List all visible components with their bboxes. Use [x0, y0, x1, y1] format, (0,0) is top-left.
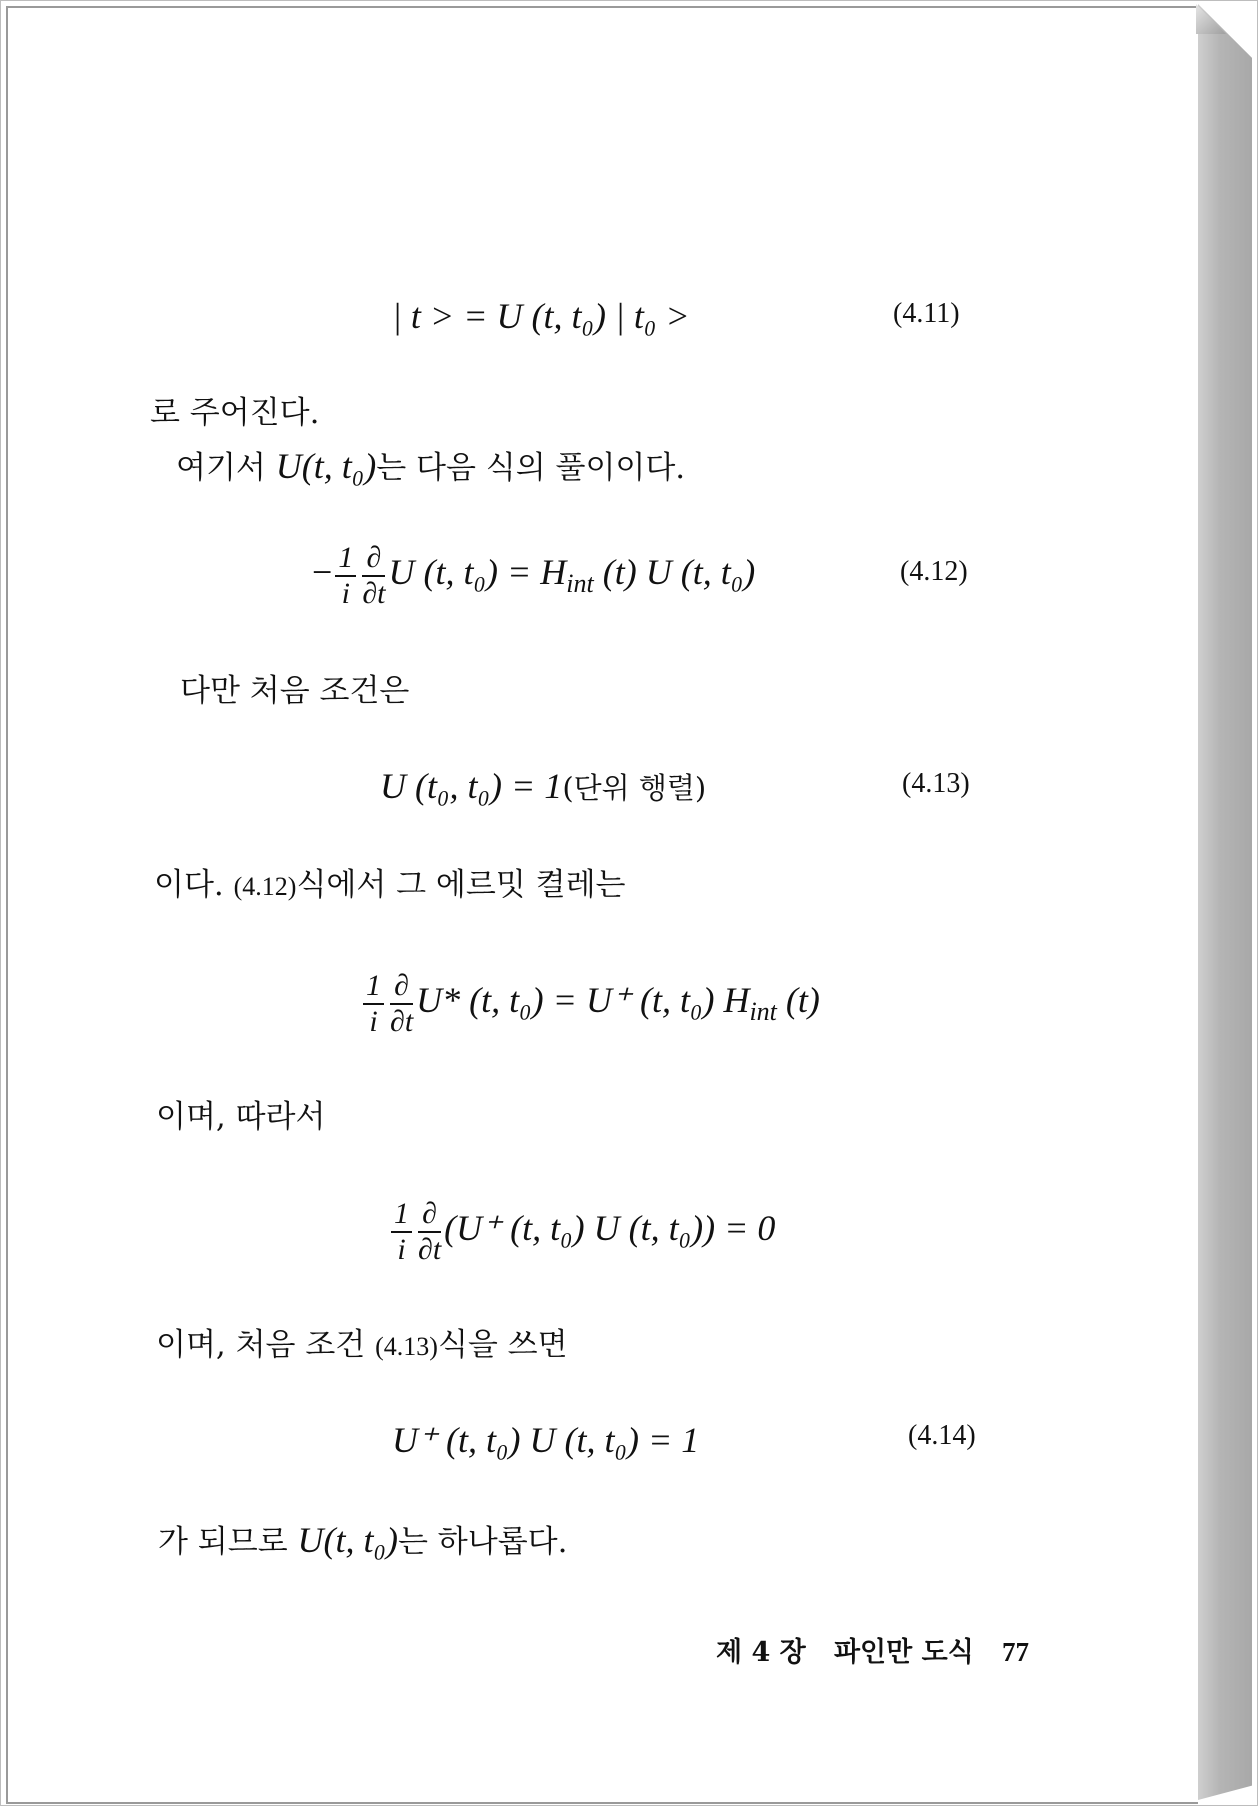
text-line-7-prefix: 가 되므로	[158, 1524, 288, 1560]
text-line-4-suffix: 식에서 그 에르밋 켤레는	[296, 867, 626, 903]
text-line-2	[176, 448, 685, 484]
equation-hermitian-frac-1: $\frac{1}{i}$	[363, 970, 384, 1037]
text-line-2-math: U(t, t₀)	[275, 446, 377, 486]
text-line-6-prefix: 이며, 처음 조건	[156, 1327, 366, 1363]
equation-4-12-frac-1: $\frac{1}{i}$	[335, 542, 356, 609]
equation-4-14-expr: U⁺ (t, t₀) U (t, t₀) = 1	[392, 1420, 700, 1460]
footer-chapter: 제 4 장	[716, 1637, 806, 1668]
equation-hermitian-rhs2: (t)	[776, 979, 820, 1020]
equation-4-12-frac-2: $\frac{\partial}{\partial t}$	[362, 541, 386, 610]
text-line-6-suffix: 식을 쓰면	[437, 1327, 568, 1363]
text-line-6-ref: (4.13)	[375, 1332, 438, 1361]
equation-4-13-note: (단위 행렬)	[562, 771, 707, 805]
text-line-4-prefix: 이다.	[154, 867, 224, 903]
text-line-5: 이며, 따라서	[156, 1099, 326, 1135]
text-line-1: 로 주어진다.	[150, 395, 320, 431]
equation-number-4-11: (4.11)	[893, 298, 960, 329]
equation-number-4-13: (4.13)	[902, 768, 970, 799]
equation-hermitian-rhs: U* (t, t₀) = U⁺ (t, t₀) H	[416, 979, 750, 1020]
footer-page-number: 77	[1001, 1637, 1029, 1667]
equation-4-12-sign: −	[312, 551, 333, 592]
equation-4-12-rhs2: (t) U (t, t₀)	[593, 551, 756, 592]
page-footer	[716, 1630, 1029, 1669]
equation-number-4-14: (4.14)	[908, 1420, 976, 1451]
page-thickness-edge	[1198, 4, 1252, 1800]
equation-hermitian-sub: int	[749, 996, 777, 1026]
equation-hermitian-frac-2: $\frac{\partial}{\partial t}$	[390, 969, 414, 1038]
equation-number-4-12: (4.12)	[900, 556, 968, 587]
equation-4-12-sub: int	[566, 568, 594, 598]
equation-4-13-expr: U (t₀, t₀) = 1	[380, 766, 563, 806]
text-line-4-ref: (4.12)	[233, 872, 297, 901]
equation-derivative	[388, 1198, 775, 1265]
text-line-2-prefix: 여기서	[176, 450, 266, 486]
equation-hermitian	[360, 970, 820, 1037]
equation-4-11	[392, 298, 690, 334]
equation-4-12-rhs: U (t, t₀) = H	[388, 551, 567, 592]
equation-derivative-rhs: (U⁺ (t, t₀) U (t, t₀)) = 0	[444, 1207, 776, 1248]
equation-4-12	[312, 542, 755, 609]
text-line-6	[156, 1327, 568, 1363]
text-line-7-math: U(t, t₀)	[297, 1520, 398, 1560]
text-line-7	[158, 1522, 567, 1558]
text-line-4	[154, 867, 626, 903]
text-line-7-suffix: 는 하나롭다.	[398, 1524, 568, 1560]
text-line-2-suffix: 는 다음 식의 풀이이다.	[376, 450, 686, 486]
equation-4-13	[380, 768, 706, 804]
equation-derivative-frac-1: $\frac{1}{i}$	[391, 1198, 412, 1265]
equation-4-14	[392, 1422, 699, 1458]
text-line-3: 다만 처음 조건은	[180, 673, 410, 709]
footer-title: 파인만 도식	[833, 1637, 974, 1668]
equation-4-11-expr: | t > = U (t, t₀) | t₀ >	[392, 296, 690, 336]
equation-derivative-frac-2: $\frac{\partial}{\partial t}$	[418, 1197, 442, 1266]
